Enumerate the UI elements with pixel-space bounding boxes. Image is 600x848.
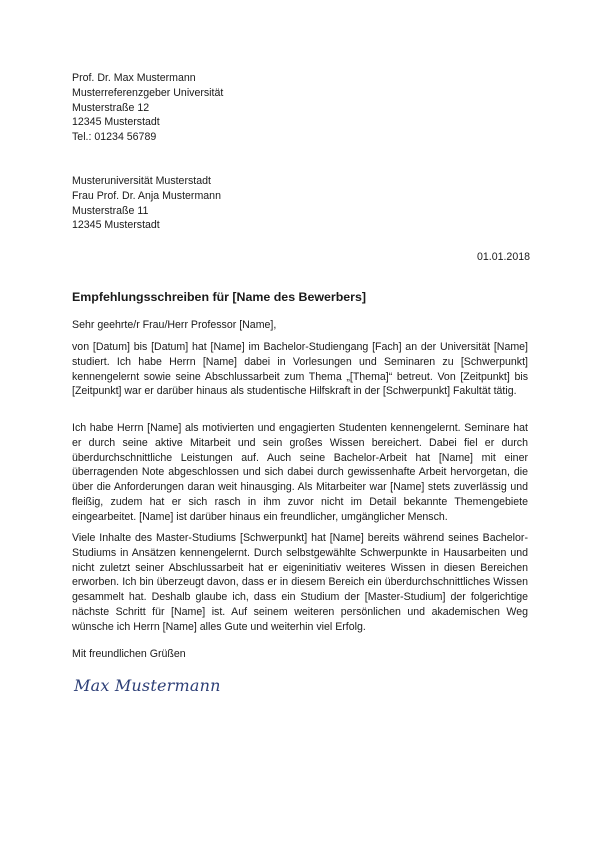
salutation: Sehr geehrte/r Frau/Herr Professor [Name], bbox=[72, 319, 277, 331]
letter-date: 01.01.2018 bbox=[476, 251, 530, 263]
body-paragraph-1: von [Datum] bis [Datum] hat [Name] im Bachelor-Studiengang [Fach] an der Universität [Name] studiert. Ich habe Herrn [Name] dabei in Vorlesungen und Seminaren zu [Schwerpunkt] kennengelernt sowie seine Abschlussarbeit zum Thema „[Thema]“ betreut. Von [Zeitpunkt] bis [Zeitpunkt] war er darüber hinaus als studentische Hilfskraft in der [Schwerpunkt] Fakultät tätig. bbox=[72, 341, 528, 398]
sender-address bbox=[72, 71, 223, 145]
recipient-street: Musterstraße 11 bbox=[72, 204, 149, 217]
body-paragraph-2: Ich habe Herrn [Name] als motivierten und engagierten Studenten kennengelernt. Seminare hat er durch seine aktive Mitarbeit und sein großes Wissen bereichert. Dabei fiel er durch überdurchschnittliche Leistungen auf. Auch seine Bachelor-Arbeit hat [Name] mit einer überragenden Note abgeschlossen und sich dabei durch gewissenhafte Arbeit hervorgetan, die über die Anforderungen daran weit hinausging. Als Mitarbeiter war [Name] stets zuverlässig und fleißig, zudem hat er sich rasch in ihm zuvor nicht im Detail bekannte Themengebiete eingearbeitet. [Name] ist darüber hinaus ein freundlicher, umgänglicher Mensch. bbox=[72, 422, 528, 523]
letter-subject: Empfehlungsschreiben für [Name des Bewerbers] bbox=[72, 290, 367, 304]
sender-name: Prof. Dr. Max Mustermann bbox=[72, 72, 196, 84]
sender-phone: Tel.: 01234 56789 bbox=[72, 131, 157, 144]
recipient-city: 12345 Musterstadt bbox=[72, 219, 160, 232]
recipient-institution: Musteruniversität Musterstadt bbox=[72, 175, 211, 187]
body-paragraph-3: Viele Inhalte des Master-Studiums [Schwerpunkt] hat [Name] bereits während seines Bachelor-Studiums in Ansätzen kennengelernt. Durch selbstgewählte Schwerpunkte in Hausarbeiten und nicht zuletzt seiner Abschlussarbeit hat er eigeninitiativ weiteres Wissen in diesen Bereichen erworben. Ich bin überzeugt davon, dass er in diesem Bereich ein überdurchschnittliches Wissen gesammelt hat. Deshalb glaube ich, dass ein Studium der [Master-Studium] der folgerichtige nächste Schritt für [Name] ist. Auf seinem weiteren persönlichen und akademischen Weg wünsche ich Herrn [Name] alles Gute und weiterhin viel Erfolg. bbox=[72, 532, 528, 633]
sender-institution: Musterreferenzgeber Universität bbox=[72, 86, 224, 99]
recipient-address bbox=[72, 174, 221, 233]
sender-street: Musterstraße 12 bbox=[72, 101, 150, 114]
closing-greeting: Mit freundlichen Grüßen bbox=[72, 648, 186, 660]
recipient-name: Frau Prof. Dr. Anja Mustermann bbox=[72, 189, 221, 202]
handwritten-signature: Max Mustermann bbox=[74, 676, 221, 695]
sender-city: 12345 Musterstadt bbox=[72, 116, 160, 129]
